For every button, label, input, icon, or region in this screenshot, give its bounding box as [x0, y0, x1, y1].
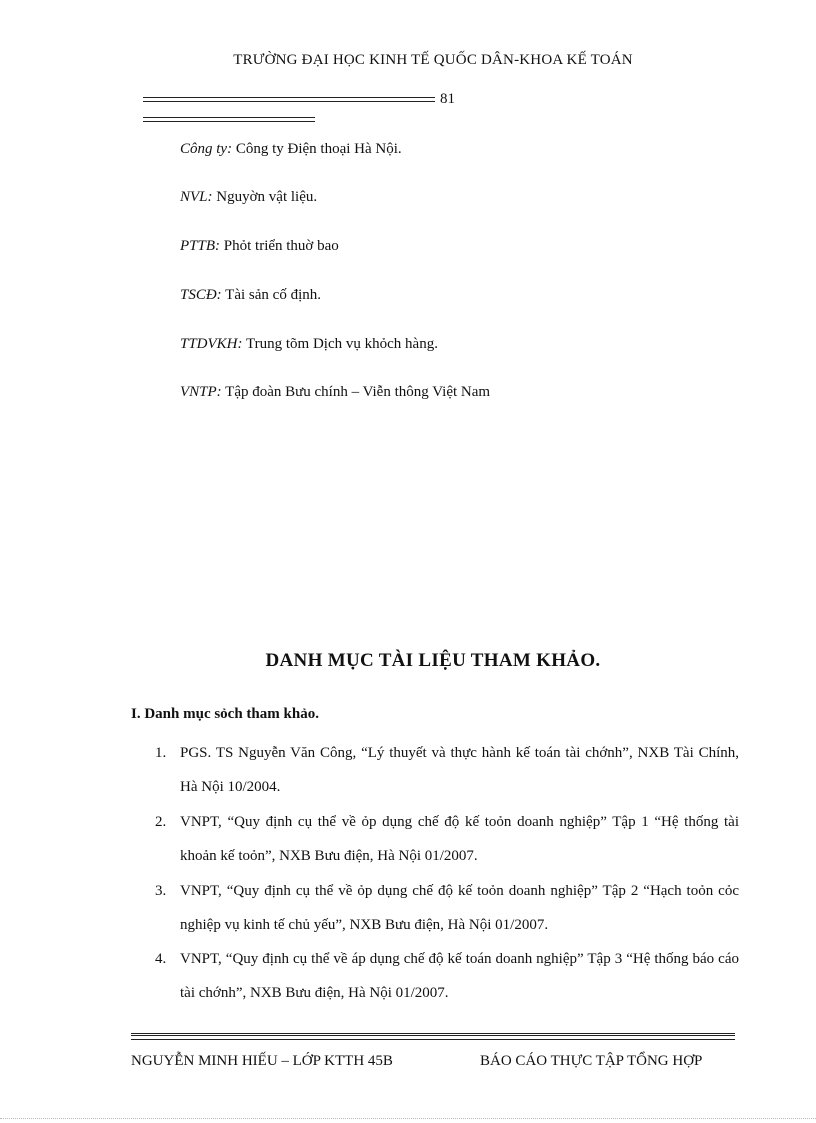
reference-item	[155, 736, 739, 804]
abbreviation-row	[180, 287, 321, 304]
reference-item	[155, 805, 739, 873]
abbreviation-row	[180, 141, 402, 158]
references-section-label: I. Danh mục sỏch tham khảo.	[131, 706, 319, 722]
abbreviation-value: Công ty Điện thoại Hà Nội.	[235, 141, 402, 157]
reference-number: 3.	[155, 883, 167, 899]
footer-report-title: BÁO CÁO THỰC TẬP TỔNG HỢP	[480, 1053, 703, 1069]
abbreviation-row	[180, 238, 339, 255]
page-bottom-border	[0, 1118, 816, 1119]
abbreviation-value: Tập đoàn Bưu chính – Viễn thông Việt Nam	[225, 384, 491, 400]
abbreviation-key: PTTB:	[180, 238, 221, 254]
abbreviation-value: Phỏt triển thuờ bao	[223, 238, 339, 254]
reference-item	[155, 942, 739, 1010]
header-rule-long	[143, 97, 435, 102]
abbreviation-row	[180, 336, 438, 353]
page-number: 81	[440, 91, 455, 107]
reference-text: VNPT, “Quy định cụ thể về áp dụng chế độ kế toán doanh nghiệp” Tập 3 “Hệ thống báo cáo tài chớnh”, NXB Bưu điện, Hà Nội 01/2007.	[180, 951, 739, 1001]
reference-number: 2.	[155, 814, 167, 830]
footer-author: NGUYỄN MINH HIẾU – LỚP KTTH 45B	[131, 1053, 393, 1069]
references-title: DANH MỤC TÀI LIỆU THAM KHẢO.	[265, 650, 601, 671]
abbreviation-key: TSCĐ:	[180, 287, 222, 303]
reference-text: VNPT, “Quy định cụ thể về ỏp dụng chế độ kế toỏn doanh nghiệp” Tập 1 “Hệ thống tài khoản kế toỏn”, NXB Bưu điện, Hà Nội 01/2007.	[180, 814, 739, 864]
reference-number: 4.	[155, 951, 167, 967]
reference-item	[155, 874, 739, 942]
reference-text: PGS. TS Nguyễn Văn Công, “Lý thuyết và thực hành kế toán tài chớnh”, NXB Tài Chính, Hà Nội 10/2004.	[180, 745, 739, 795]
header-title: TRƯỜNG ĐẠI HỌC KINH TẾ QUỐC DÂN-KHOA KẾ TOÁN	[233, 52, 633, 68]
abbreviation-key: VNTP:	[180, 384, 222, 400]
header-rule-short	[143, 117, 315, 122]
abbreviation-value: Trung tõm Dịch vụ khỏch hàng.	[246, 336, 438, 352]
abbreviation-key: TTDVKH:	[180, 336, 243, 352]
abbreviation-row	[180, 189, 317, 206]
footer-rule	[131, 1033, 735, 1040]
abbreviation-value: Nguyờn vật liệu.	[216, 189, 318, 205]
reference-number: 1.	[155, 745, 167, 761]
abbreviation-key: Công ty:	[180, 141, 233, 157]
abbreviation-value: Tài sản cố định.	[225, 287, 321, 303]
abbreviation-row	[180, 384, 490, 401]
abbreviation-key: NVL:	[180, 189, 213, 205]
reference-text: VNPT, “Quy định cụ thể về ỏp dụng chế độ kế toỏn doanh nghiệp” Tập 2 “Hạch toỏn cỏc nghiệp vụ kinh tế chủ yếu”, NXB Bưu điện, Hà Nội 01/2007.	[180, 883, 739, 933]
